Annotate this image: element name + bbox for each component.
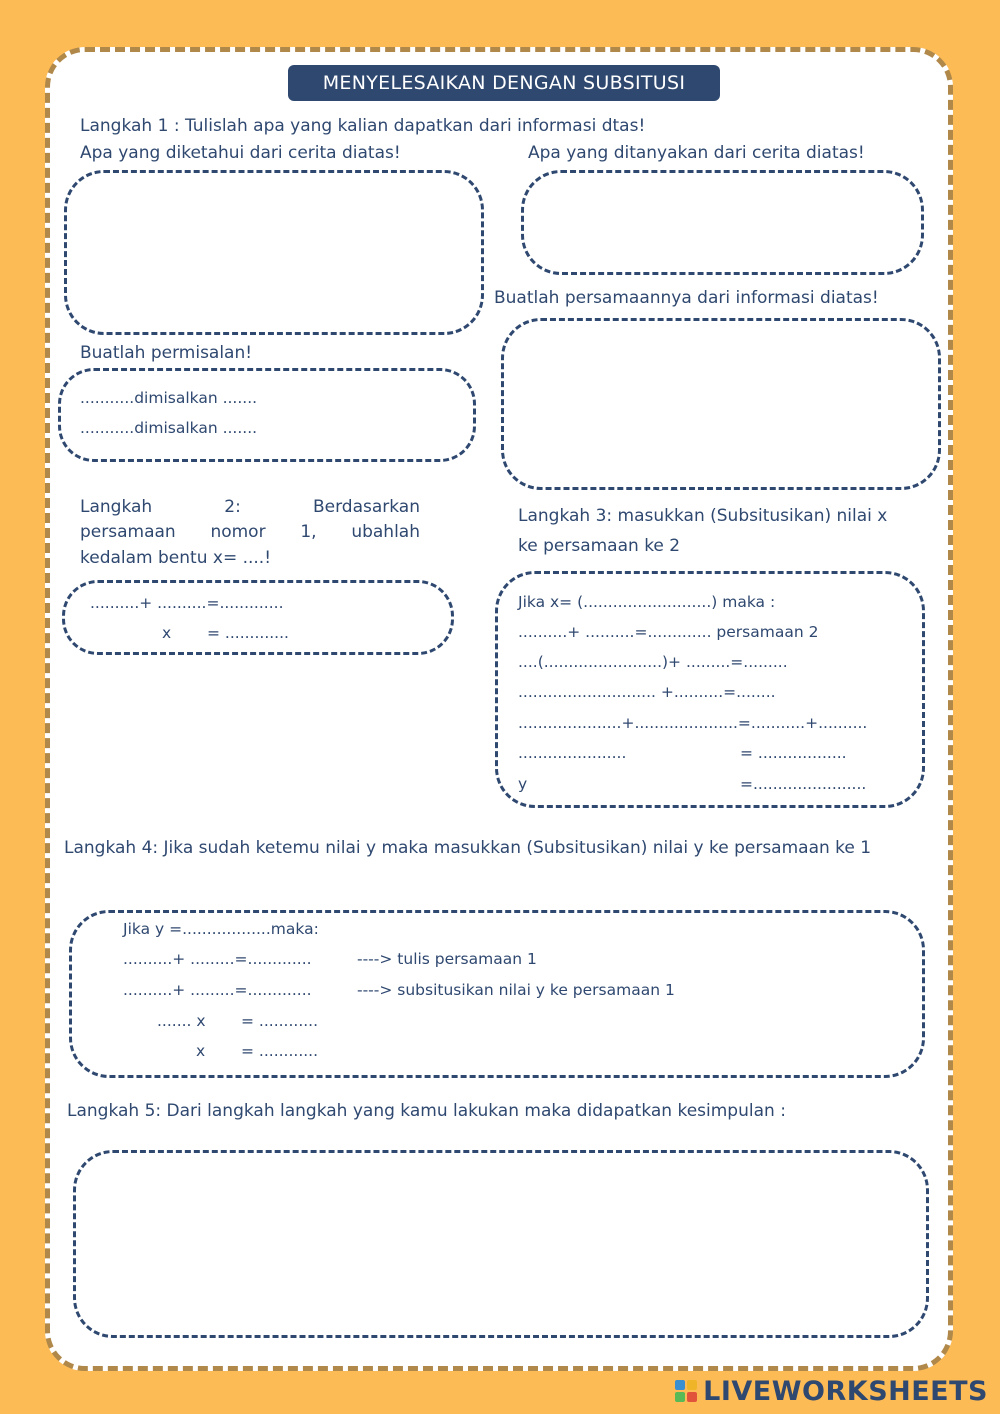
step3-line-1[interactable]: Jika x= (..........................) maka : bbox=[518, 593, 776, 611]
equation-answer-box[interactable] bbox=[501, 318, 941, 490]
step4-line-1[interactable]: Jika y =..................maka: bbox=[123, 920, 319, 938]
step3-line-6-right[interactable]: = .................. bbox=[740, 744, 847, 762]
step2-heading-line-2: persamaan nomor 1, ubahlah bbox=[80, 522, 420, 542]
known-answer-box[interactable] bbox=[64, 170, 484, 335]
step4-line-3[interactable]: ..........+ .........=............. bbox=[123, 981, 312, 999]
step3-y-value[interactable]: =....................... bbox=[740, 775, 867, 793]
step3-line-2[interactable]: ..........+ ..........=............. persamaan 2 bbox=[518, 623, 819, 641]
asked-label: Apa yang ditanyakan dari cerita diatas! bbox=[528, 143, 865, 163]
step2-heading-line-1: Langkah 2: Berdasarkan bbox=[80, 497, 420, 517]
step2-x-value[interactable]: = ............. bbox=[207, 624, 289, 642]
assume-line-1[interactable]: ...........dimisalkan ....... bbox=[80, 389, 258, 407]
step3-line-6-left[interactable]: ...................... bbox=[518, 744, 627, 762]
logo-cubes-icon bbox=[675, 1380, 697, 1402]
conclusion-answer-box[interactable] bbox=[73, 1150, 929, 1338]
step3-heading-line-1: Langkah 3: masukkan (Subsitusikan) nilai x bbox=[518, 506, 888, 526]
step4-heading bbox=[64, 833, 924, 863]
known-label: Apa yang diketahui dari cerita diatas! bbox=[80, 143, 401, 163]
step4-note-1: ----> tulis persamaan 1 bbox=[357, 950, 537, 968]
step3-line-3[interactable]: ....(........................)+ .........=......... bbox=[518, 653, 788, 671]
step5-heading: Langkah 5: Dari langkah langkah yang kamu lakukan maka didapatkan kesimpulan : bbox=[67, 1101, 786, 1121]
step2-line-1[interactable]: ..........+ ..........=............. bbox=[90, 594, 284, 612]
step2-box bbox=[62, 580, 454, 655]
equation-label: Buatlah persamaannya dari informasi diatas! bbox=[494, 288, 879, 308]
step2-heading-line-3: kedalam bentu x= ....! bbox=[80, 548, 272, 568]
step3-y-label: y bbox=[518, 775, 528, 793]
step3-line-5[interactable]: .....................+.....................=...........+.......... bbox=[518, 714, 868, 732]
step3-line-4[interactable]: ............................ +..........=........ bbox=[518, 683, 776, 701]
assume-box bbox=[58, 368, 476, 462]
page-title: MENYELESAIKAN DENGAN SUBSITUSI bbox=[288, 65, 720, 101]
assume-line-2[interactable]: ...........dimisalkan ....... bbox=[80, 419, 258, 437]
step4-line-4-left[interactable]: ....... x bbox=[157, 1012, 206, 1030]
step4-line-2[interactable]: ..........+ .........=............. bbox=[123, 950, 312, 968]
step4-line-4-right[interactable]: = ............ bbox=[241, 1012, 319, 1030]
step4-note-2: ----> subsitusikan nilai y ke persamaan 1 bbox=[357, 981, 675, 999]
step1-heading: Langkah 1 : Tulislah apa yang kalian dapatkan dari informasi dtas! bbox=[80, 116, 646, 136]
step3-heading-line-2: ke persamaan ke 2 bbox=[518, 536, 681, 556]
assume-label: Buatlah permisalan! bbox=[80, 343, 253, 363]
step4-x-value[interactable]: = ............ bbox=[241, 1042, 319, 1060]
brand-name: LIVEWORKSHEETS bbox=[703, 1375, 988, 1407]
liveworksheets-logo bbox=[675, 1376, 988, 1406]
step2-x-label: x bbox=[162, 624, 172, 642]
step4-heading-text: Langkah 4: Jika sudah ketemu nilai y maka masukkan (Subsitusikan) nilai y ke persamaan ke 1 bbox=[64, 838, 872, 858]
asked-answer-box[interactable] bbox=[521, 170, 924, 275]
step4-x-label: x bbox=[196, 1042, 206, 1060]
